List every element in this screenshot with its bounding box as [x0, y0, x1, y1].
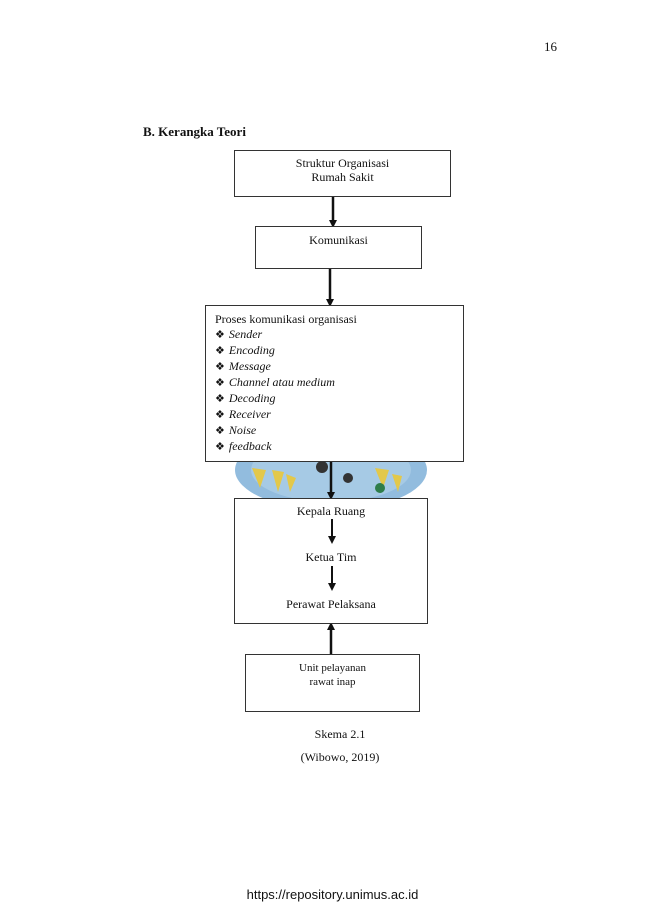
ketua-tim-label: Ketua Tim [305, 550, 357, 564]
komunikasi-label: Komunikasi [309, 233, 368, 247]
list-item [215, 359, 463, 375]
list-item [215, 391, 463, 407]
list-item [215, 423, 463, 439]
proses-item-label: Noise [228, 423, 257, 437]
bullet-icon: ❖ [215, 345, 225, 357]
list-item [215, 439, 463, 455]
caption-source: (Wibowo, 2019) [300, 750, 380, 764]
proses-item-label: Encoding [228, 343, 275, 357]
perawat-pelaksana-label: Perawat Pelaksana [286, 597, 376, 611]
footer-url[interactable]: https://repository.unimus.ac.id [246, 887, 419, 902]
section-heading: B. Kerangka Teori [143, 124, 246, 139]
box-hierarchy [234, 498, 428, 624]
proses-item-label: Message [228, 359, 271, 373]
box-struktur-organisasi [234, 150, 451, 197]
bullet-icon: ❖ [215, 441, 225, 453]
proses-item-label: Sender [228, 327, 263, 341]
bullet-icon: ❖ [215, 377, 225, 389]
box-unit-pelayanan [245, 654, 420, 712]
bullet-icon: ❖ [215, 409, 225, 421]
list-item [215, 375, 463, 391]
struktur-line1: Struktur Organisasi [295, 156, 390, 170]
list-item [215, 343, 463, 359]
list-item [215, 327, 463, 343]
unit-line2: rawat inap [309, 676, 356, 688]
proses-title: Proses komunikasi organisasi [215, 312, 357, 326]
caption-title: Skema 2.1 [314, 727, 366, 741]
bullet-icon: ❖ [215, 361, 225, 373]
proses-list [215, 327, 463, 455]
proses-item-label: Receiver [228, 407, 271, 421]
box-komunikasi [255, 226, 422, 269]
proses-item-label: Channel atau medium [228, 375, 335, 389]
proses-item-label: feedback [228, 439, 272, 453]
bullet-icon: ❖ [215, 425, 225, 437]
kepala-ruang-label: Kepala Ruang [296, 504, 366, 518]
proses-item-label: Decoding [228, 391, 276, 405]
bullet-icon: ❖ [215, 329, 225, 341]
page-number: 16 [544, 39, 557, 54]
hierarchy-arrows [235, 499, 429, 625]
unit-line1: Unit pelayanan [299, 662, 366, 674]
struktur-line2: Rumah Sakit [311, 170, 374, 184]
list-item [215, 407, 463, 423]
box-proses-komunikasi [205, 305, 464, 462]
bullet-icon: ❖ [215, 393, 225, 405]
